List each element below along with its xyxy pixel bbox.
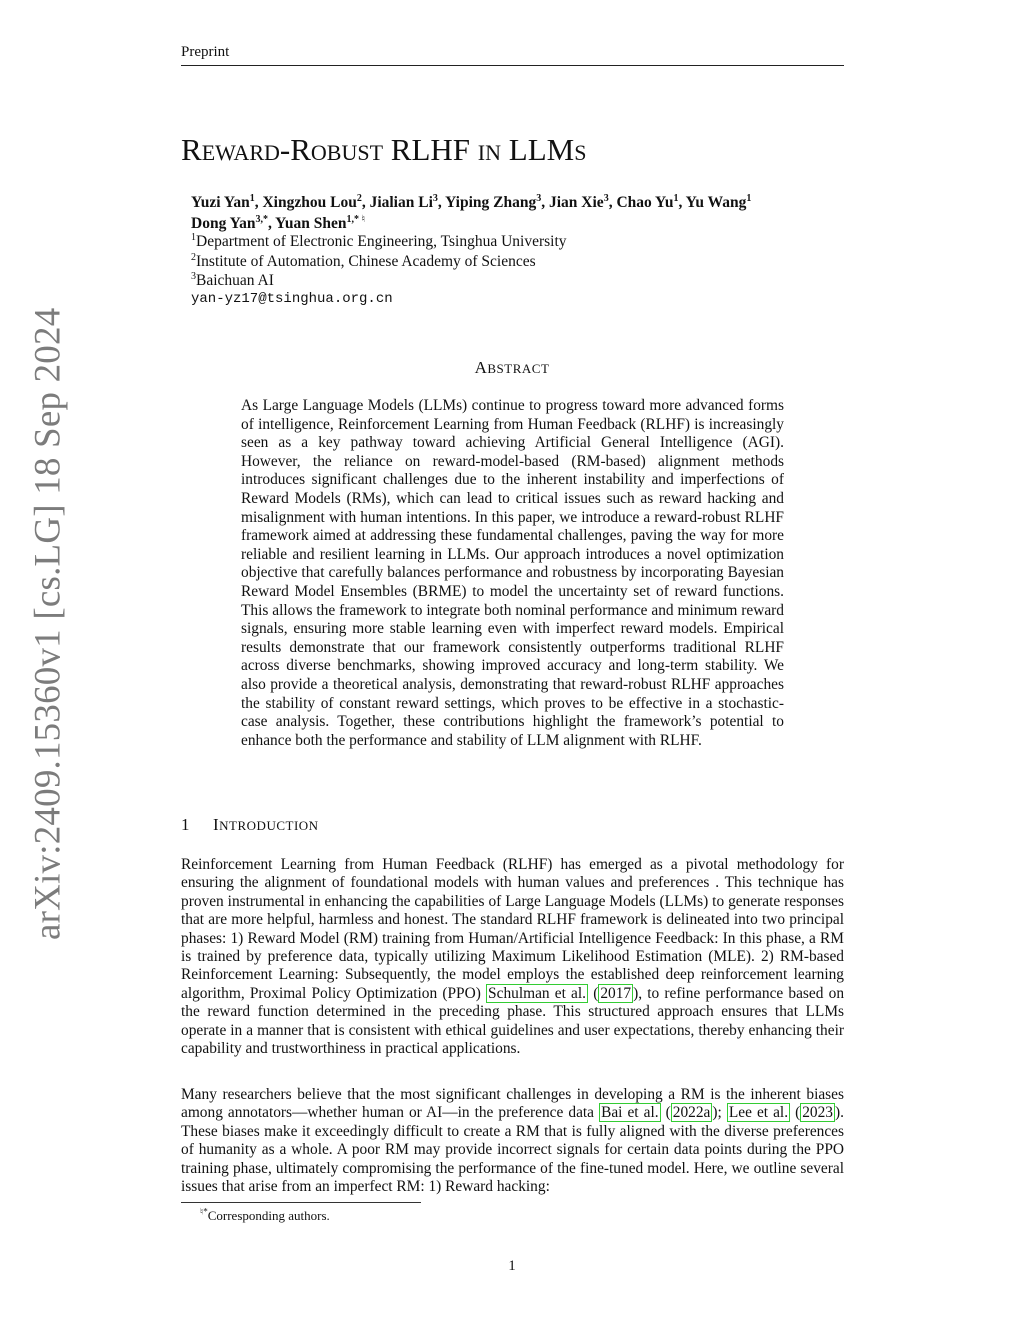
author-line-1: Yuzi Yan$^1$, Xingzhou Lou$^2$, Jialian Li$^3$, Yiping Zhang$^3$, Jian Xie$^3$, Chao Yu$^1$, Yu Wang$^1$	[191, 192, 752, 211]
abstract-heading	[0, 358, 1024, 378]
author-affiliation-marker: 3,*	[255, 213, 268, 225]
author-affiliation-marker: 1	[249, 192, 255, 204]
running-head-text: Preprint	[181, 44, 230, 60]
section-title: INTRODUCTION	[213, 815, 319, 834]
page-number: 1	[508, 1258, 516, 1274]
affiliation-1	[191, 232, 841, 252]
affiliation-text: Institute of Automation, Chinese Academy of Sciences	[196, 253, 536, 270]
section-number: 1	[181, 815, 190, 834]
affiliation-marker: 3	[191, 270, 196, 282]
affiliation-2	[191, 252, 841, 272]
author-name: Yuzi Yan	[191, 194, 250, 211]
abstract-body: As Large Language Models (LLMs) continue to progress toward more advanced forms of intelligence, Reinforcement Learning from Human Feedback (RLHF) is increasingly seen as a key pathway toward achieving Artificial General Intelligence (AGI). However, the reliance on reward-model-based (RM-based) alignment methods introduces significant challenges due to the inherent instability and imperfections of Reward Models (RMs), which can lead to critical issues such as reward hacking and misalignment with human intentions. In this paper, we introduce a reward-robust RLHF framework aimed at addressing these fundamental challenges, paving the way for more reliable and resilient learning in LLMs. Our approach introduces a novel optimization objective that carefully balances performance and robustness by incorporating Bayesian Reward Model Ensembles (BRME) to model the uncertainty set of reward functions. This allows the framework to integrate both nominal performance and minimum reward signals, ensuring more stable learning even with imperfect reward models. Empirical results demonstrate that our framework consistently outperforms traditional RLHF across diverse benchmarks, showing improved accuracy and long-term stability. We also provide a theoretical analysis, demonstrating that reward-robust RLHF approaches the stability of constant reward settings, which proves to be effective in a stochastic-case analysis. Together, these contributions highlight the framework’s potential to enhance both the performance and stability of LLM alignment with RLHF.	[241, 397, 784, 749]
footnote-mark: ♮*	[200, 1206, 208, 1217]
author-name: Yiping Zhang	[445, 194, 537, 211]
author-email[interactable]: yan-yz17@tsinghua.org.cn	[191, 291, 393, 307]
author-affiliation-marker: 3	[432, 192, 438, 204]
citation-schulman-year[interactable]: 2017	[600, 984, 632, 1002]
author-name: Dong Yan	[191, 215, 256, 232]
paper-title	[181, 132, 586, 168]
affiliation-marker: 2	[191, 251, 196, 263]
author-name: Xingzhou Lou	[262, 194, 357, 211]
running-header	[181, 44, 844, 66]
section-heading-introduction	[181, 815, 319, 835]
citation-schulman-name[interactable]: Schulman et al.	[488, 984, 587, 1002]
author-affiliation-marker: 3	[603, 192, 609, 204]
arxiv-sidebar	[22, 307, 74, 940]
paper-title-text: REWARD-ROBUST RLHF IN LLMS	[181, 132, 587, 167]
intro-paragraph-1: Reinforcement Learning from Human Feedback (RLHF) has emerged as a pivotal methodology for ensuring the alignment of foundational models with human values and preferences . This technique has proven instrumental in enhancing the capabilities of Large Language Models (LLMs) to generate responses that are more helpful, harmless and honest. The standard RLHF framework is delineated into two principal phases: 1) Reward Model (RM) training from Human/Artificial Intelligence Feedback: In this phase, a RM is trained by preference data, typically utilizing Maximum Likelihood Estimation (MLE). 2) RM-based Reinforcement Learning: Subsequently, the model employs the established deep reinforcement learning algorithm, Proximal Policy Optimization (PPO) Schulman et al. ( 2017 ), to refine performance based on the reward function determined in the preceding phase. This structured approach ensures that LLMs operate in a manner that is consistent with ethical guidelines and user expectations, thereby enhancing their capability and trustworthiness in practical applications.	[181, 856, 845, 1058]
abstract-heading-text: ABSTRACT	[474, 358, 550, 377]
intro-paragraph-2: Many researchers believe that the most significant challenges in developing a RM is the inherent biases among annotators—whether human or AI—in the preference data Bai et al. ( 2022a ); Lee et al. ( 2023 ). These biases make it exceedingly difficult to create a RM that is fully aligned with the diverse preferences of humanity as a whole. A poor RM may provide incorrect signals for certain data points during the PPO training phase, ultimately compromising the performance of the fine-tuned model. Here, we outline several issues that arise from an imperfect RM: 1) Reward hacking:	[181, 1086, 844, 1196]
citation-bai-name[interactable]: Bai et al.	[601, 1104, 659, 1122]
paragraph-text: Reinforcement Learning from Human Feedback (RLHF) has emerged as a pivotal methodology for ensuring the alignment of foundational models with human values and preferences . This technique has proven instrumental in enhancing the capabilities of Large Language Models (LLMs) to generate responses that are more helpful, harmless and honest. The standard RLHF framework is delineated into two principal phases: 1) Reward Model (RM) training from Human/Artificial Intelligence Feedback: In this phase, a RM is trained by preference data, typically utilizing Maximum Likelihood Estimation (MLE). 2) RM-based Reinforcement Learning: Subsequently, the model employs the established deep reinforcement learning algorithm, Proximal Policy Optimization (PPO)	[181, 856, 844, 1002]
author-affiliation-marker: 2	[356, 192, 362, 204]
author-affiliation-marker: 1	[746, 192, 752, 204]
footnote	[200, 1208, 330, 1224]
affiliation-marker: 1	[191, 231, 196, 243]
paragraph-text: , to refine performance based on the reward function determined in the preceding phase. This structured approach ensures that LLMs operate in a manner that is consistent with ethical guidelines and user expectations, thereby enhancing their capability and trustworthiness in practical applications.	[181, 984, 845, 1058]
paragraph-text: Many researchers believe that the most significant challenges in developing a RM is the inherent biases among annotators—whether human or AI—in the preference data	[181, 1086, 844, 1122]
affiliation-3	[191, 271, 841, 291]
citation-lee-name[interactable]: Lee et al.	[728, 1104, 789, 1122]
citation-separator: ;	[717, 1104, 722, 1122]
citation-bai-year[interactable]: 2022a	[672, 1104, 711, 1122]
author-name: Chao Yu	[616, 194, 674, 211]
author-list	[191, 192, 841, 234]
author-name: Yu Wang	[685, 194, 747, 211]
author-affiliation-marker: 1	[673, 192, 679, 204]
author-name: Jialian Li	[369, 194, 433, 211]
affiliation-text: Department of Electronic Engineering, Tsinghua University	[196, 233, 567, 250]
arxiv-identifier[interactable]: arXiv:2409.15360v1 [cs.LG] 18 Sep 2024	[27, 307, 69, 940]
author-affiliation-marker: 1,* ♮	[346, 213, 366, 225]
affiliation-text: Baichuan AI	[196, 272, 274, 289]
paragraph-text: . These biases make it exceedingly difficult to create a RM that is fully aligned with the diverse preferences of humanity as a whole. A poor RM may provide incorrect signals for certain data points during the PPO training phase, ultimately compromising the performance of the fine-tuned model. Here, we outline several issues that arise from an imperfect RM: 1) Reward hacking:	[181, 1104, 844, 1196]
author-name: Yuan Shen	[275, 215, 347, 232]
citation-lee-year[interactable]: 2023	[802, 1104, 833, 1122]
author-line-2: Dong Yan$^{3,*}$, Yuan Shen$^{1,* ♮}$	[191, 213, 366, 232]
author-name: Jian Xie	[549, 194, 604, 211]
footnote-text: Corresponding authors.	[207, 1208, 330, 1223]
author-affiliation-marker: 3	[536, 192, 542, 204]
footnote-divider	[181, 1202, 421, 1203]
